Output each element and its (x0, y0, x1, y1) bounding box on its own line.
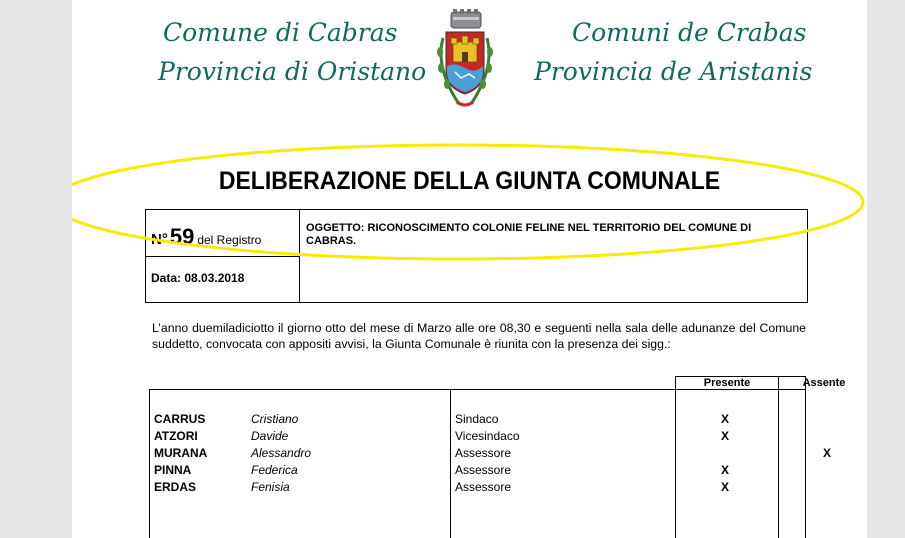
member-name: Alessandro (251, 446, 312, 460)
present-mark: X (720, 429, 729, 443)
municipal-crest-icon (429, 8, 501, 114)
document-page (72, 0, 867, 538)
table-row (149, 480, 806, 496)
member-name: Cristiano (251, 412, 299, 426)
member-role: Assessore (455, 446, 512, 460)
header-right-line1: Comuni de Crabas (572, 18, 807, 47)
member-surname: PINNA (154, 463, 192, 477)
member-surname: MURANA (154, 446, 208, 460)
member-role: Vicesindaco (455, 429, 520, 443)
member-role: Assessore (455, 463, 512, 477)
present-mark: X (720, 463, 729, 477)
member-surname: ERDAS (154, 480, 197, 494)
header-right-line2: Provincia de Aristanis (534, 57, 813, 86)
present-mark: X (720, 412, 729, 426)
intro-paragraph: L’anno duemiladiciotto il giorno otto del mese di Marzo alle ore 08,30 e seguenti nella sala delle adunanze del Comune suddetto, convocata con appositi avvisi, la Giunta Comunale è riunita con la presenza dei sigg.: (152, 321, 806, 351)
header-present: Presente (703, 377, 751, 389)
member-surname: CARRUS (154, 412, 206, 426)
member-name: Fenisia (251, 480, 290, 494)
table-row (149, 446, 831, 462)
absent-mark: X (822, 446, 831, 460)
header-absent: Assente (802, 377, 846, 389)
number-suffix: del Registro (197, 233, 262, 247)
member-surname: ATZORI (154, 429, 198, 443)
member-role: Assessore (455, 480, 512, 494)
attendance-table (149, 376, 846, 538)
present-mark: X (720, 480, 729, 494)
member-name: Federica (251, 463, 298, 477)
table-row (149, 412, 806, 428)
table-row (149, 429, 806, 445)
document-date: Data: 08.03.2018 (151, 271, 245, 285)
document-subject: OGGETTO: RICONOSCIMENTO COLONIE FELINE NEL TERRITORIO DEL COMUNE DI CABRAS. (306, 222, 752, 247)
document-title: DELIBERAZIONE DELLA GIUNTA COMUNALE (218, 167, 721, 195)
number-value: 59 (169, 224, 195, 249)
table-line (149, 389, 806, 390)
member-name: Davide (251, 429, 289, 443)
header-left-line2: Provincia di Oristano (158, 57, 427, 86)
highlight-ellipse (72, 142, 866, 262)
member-role: Sindaco (455, 412, 499, 426)
table-row (149, 463, 806, 479)
header-left-line1: Comune di Cabras (163, 18, 398, 47)
number-prefix: N° (151, 231, 168, 248)
